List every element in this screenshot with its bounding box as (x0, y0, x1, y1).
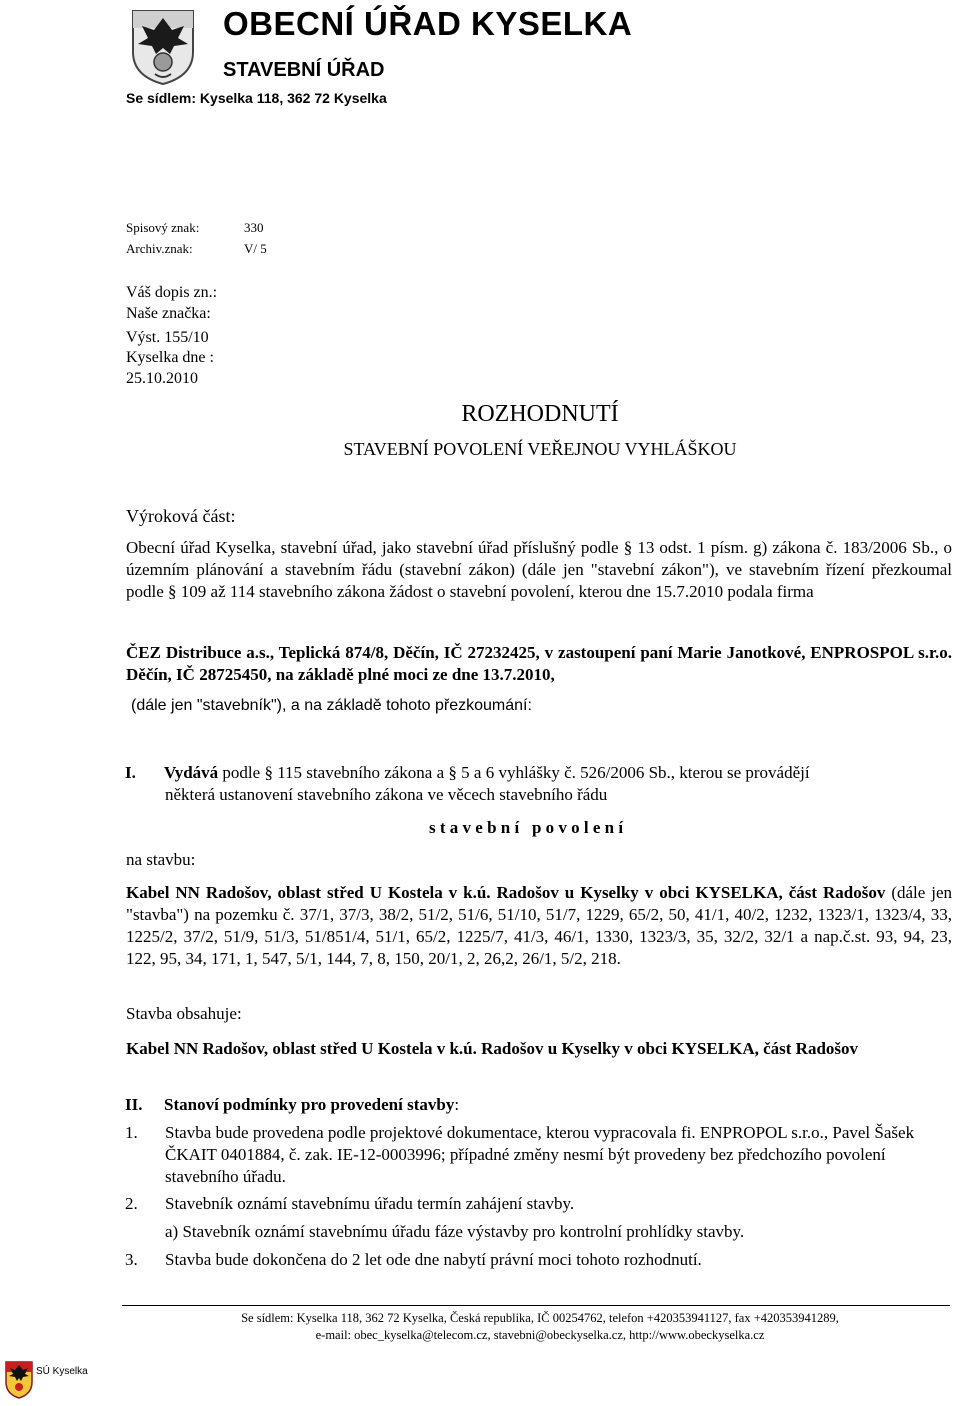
after-applicant-text: (dále jen "stavebník"), a na základě tohoto přezkoumání: (131, 697, 532, 714)
spisovy-znak-value: 330 (244, 220, 264, 235)
condition-2-text: Stavebník oznámí stavebnímu úřadu termín zahájení stavby. (165, 1194, 575, 1213)
archiv-znak-label: Archiv.znak: (126, 241, 193, 256)
condition-item-2a (125, 1221, 951, 1243)
office-title: OBECNÍ ÚŘAD KYSELKA (223, 5, 633, 42)
footer-stamp-label: SÚ Kyselka (36, 1366, 88, 1377)
issue-date: 25.10.2010 (126, 370, 198, 387)
section-1-verb: Vydává (164, 763, 219, 782)
condition-3-number: 3. (125, 1250, 138, 1269)
spisovy-znak-label: Spisový znak: (126, 220, 200, 235)
condition-2a-text: a) Stavebník oznámí stavebnímu úřadu fáze výstavby pro kontrolní prohlídky stavby. (165, 1222, 745, 1241)
condition-1-number: 1. (125, 1123, 138, 1142)
section-1-text-line2: některá ustanovení stavebního zákona ve věcech stavebního řádu (165, 785, 608, 804)
na-stavbu-label: na stavbu: (126, 850, 196, 869)
footer-crest-logo (4, 1360, 34, 1400)
condition-3-text: Stavba bude dokončena do 2 let ode dne nabytí právní moci tohoto rozhodnutí. (165, 1250, 702, 1269)
header-seat-address: Se sídlem: Kyselka 118, 362 72 Kyselka (126, 90, 387, 106)
section-1-text: podle § 115 stavebního zákona a § 5 a 6 vyhlášky č. 526/2006 Sb., kterou se provádějí (222, 763, 810, 782)
construction-contents (126, 1038, 952, 1060)
section-2-line (125, 1094, 459, 1116)
footer-contact-line: e-mail: obec_kyselka@telecom.cz, stavebni@obeckyselka.cz, http://www.obeckyselka.cz (315, 1328, 765, 1342)
construction-paragraph (126, 882, 952, 970)
applicant-text: ČEZ Distribuce a.s., Teplická 874/8, Děčín, IČ 27232425, v zastoupení paní Marie Janotkové, ENPROSPOL s.r.o. Děčín, IČ 28725450, na základě plné moci ze dne 13.7.2010, (126, 643, 952, 684)
document-subtitle: STAVEBNÍ POVOLENÍ VEŘEJNOU VYHLÁŠKOU (343, 439, 737, 459)
section-2-number: II. (125, 1095, 143, 1114)
vas-dopis-label: Váš dopis zn.: (126, 284, 218, 301)
section-2-colon: : (454, 1095, 460, 1114)
stavba-obsahuje-label: Stavba obsahuje: (126, 1004, 242, 1023)
condition-item-1 (125, 1122, 951, 1188)
section-2-title: Stanoví podmínky pro provedení stavby (164, 1095, 455, 1114)
permit-heading: s t a v e b n í p o v o l e n í (429, 818, 624, 837)
department-title: STAVEBNÍ ÚŘAD (223, 59, 385, 81)
nase-znacka-label: Naše značka: (126, 305, 211, 322)
construction-contents-name: Kabel NN Radošov, oblast střed U Kostela v k.ú. Radošov u Kyselky v obci KYSELKA, část Radošov (126, 1039, 859, 1058)
section-1-number: I. (125, 763, 136, 782)
reference-number: Výst. 155/10 (126, 329, 209, 346)
condition-item-3 (125, 1249, 951, 1271)
archiv-znak-value: V/ 5 (244, 241, 267, 256)
municipal-crest-logo (130, 8, 196, 86)
document-title: ROZHODNUTÍ (461, 401, 619, 427)
kyselka-dne-label: Kyselka dne : (126, 349, 214, 366)
construction-details: (dále jen "stavba") na pozemku č. 37/1, 37/3, 38/2, 51/2, 51/6, 51/10, 51/7, 1229, 65/2, 50, 41/1, 40/2, 1232, 1323/1, 1323/4, 33, 1225/2, 37/2, 51/9, 51/3, 51/851/4, 51/1, 65/2, 1225/7, 41/3, 46/1, 1330, 1323/3, 35, 32/2, 32/1 a nap.č.st. 93, 94, 23, 122, 95, 34, 171, 1, 547, 5/1, 144, 7, 8, 150, 20/1, 2, 26,2, 26/1, 5/2, 218. (126, 883, 953, 968)
section-heading-vyrokova: Výroková část: (126, 506, 236, 526)
applicant-paragraph (126, 642, 952, 686)
condition-item-2 (125, 1193, 951, 1215)
footer-address-line: Se sídlem: Kyselka 118, 362 72 Kyselka, Česká republika, IČ 00254762, telefon +420353941127, fax +420353941289, (241, 1311, 839, 1325)
construction-name: Kabel NN Radošov, oblast střed U Kostela v k.ú. Radošov u Kyselky v obci KYSELKA, část Radošov (126, 883, 886, 902)
condition-1-text: Stavba bude provedena podle projektové dokumentace, kterou vypracovala fi. ENPROPOL s.r.o., Pavel Šašek ČKAIT 0401884, č. zak. IE-12-0003996; případné změny nesmí být provedeny bez předchozího povolení stavebního úřadu. (165, 1123, 915, 1186)
intro-text: Obecní úřad Kyselka, stavební úřad, jako stavební úřad příslušný podle § 13 odst. 1 písm. g) zákona č. 183/2006 Sb., o územním plánování a stavebním řádu (stavební zákon) (dále jen "stavební zákon"), ve stavebním řízení přezkoumal podle § 109 až 114 stavebního zákona žádost o stavební povolení, kterou dne 15.7.2010 podala firma (126, 538, 952, 601)
footer-divider (122, 1305, 950, 1306)
condition-2-number: 2. (125, 1194, 138, 1213)
section-1-line (125, 762, 810, 784)
intro-paragraph (126, 537, 952, 603)
